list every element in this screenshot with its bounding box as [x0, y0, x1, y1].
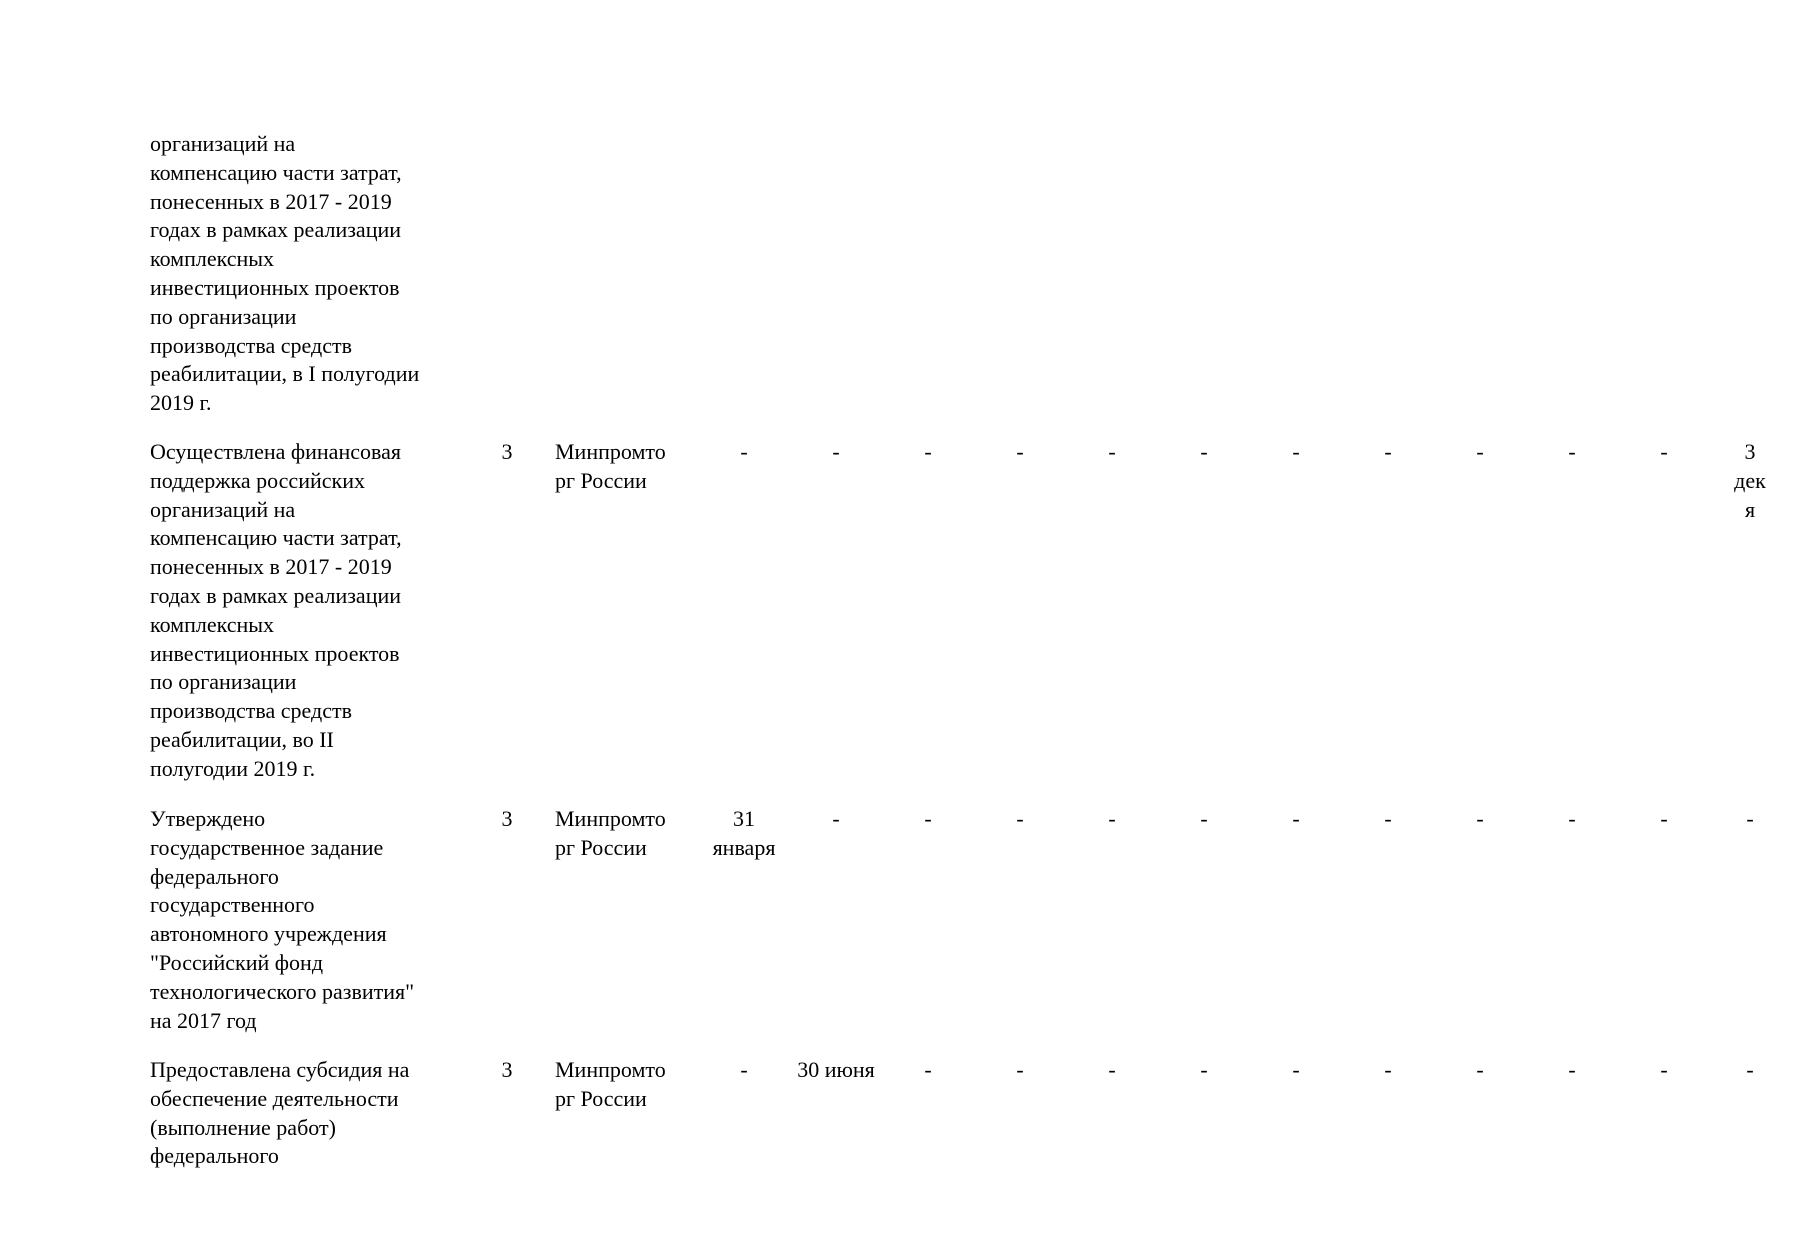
row-1-month-12 [1705, 438, 1795, 524]
row-2-month-12: - [1746, 806, 1754, 831]
row-3-responsible [555, 1056, 666, 1114]
row-3-month-10: - [1568, 1057, 1576, 1082]
responsible-line: рг России [555, 834, 647, 860]
row-1-description [150, 438, 470, 784]
row-0-description [150, 130, 470, 418]
row-1-responsible [555, 438, 666, 496]
last-month-line: дек [1734, 467, 1766, 493]
row-1-month-10: - [1568, 439, 1576, 464]
description-line: понесенных в 2017 - 2019 [150, 554, 392, 580]
row-3-month-5: - [1108, 1057, 1116, 1082]
row-3-month-12: - [1746, 1057, 1754, 1082]
row-3-month-4: - [1016, 1057, 1024, 1082]
description-line: автономного учреждения [150, 921, 387, 947]
row-2-month-10: - [1568, 806, 1576, 831]
description-line: федерального [150, 1143, 279, 1169]
description-line: комплексных [150, 246, 275, 272]
row-1-month-4: - [1016, 439, 1024, 464]
row-2-month-9: - [1476, 806, 1484, 831]
description-line: (выполнение работ) [150, 1114, 336, 1140]
last-month-line: 3 [1744, 439, 1756, 464]
row-2-month-7: - [1292, 806, 1300, 831]
description-line: Утверждено [150, 806, 266, 831]
description-line: на 2017 год [150, 1007, 257, 1033]
description-line: компенсацию части затрат, [150, 525, 402, 551]
description-line: комплексных [150, 611, 275, 637]
row-1-month-7: - [1292, 439, 1300, 464]
row-2-description [150, 805, 470, 1035]
description-line: полугодии 2019 г. [150, 755, 316, 781]
description-line: организаций на [150, 496, 296, 522]
row-3-month-1: - [740, 1057, 748, 1082]
description-line: компенсацию части затрат, [150, 159, 402, 185]
row-1-month-11: - [1660, 439, 1668, 464]
row-3-month-9: - [1476, 1057, 1484, 1082]
description-line: "Российский фонд [150, 949, 324, 975]
row-1-month-5: - [1108, 439, 1116, 464]
description-line: реабилитации, во II [150, 726, 334, 752]
description-line: по организации [150, 669, 297, 695]
row-1-month-2: - [832, 439, 840, 464]
description-line: поддержка российских [150, 467, 365, 493]
row-3-month-11: - [1660, 1057, 1668, 1082]
description-line: 2019 г. [150, 390, 212, 416]
row-2-responsible [555, 805, 666, 863]
responsible-line: Минпромто [555, 806, 666, 831]
description-line: производства средств [150, 332, 352, 358]
description-line: Предоставлена субсидия на [150, 1057, 410, 1082]
row-1-month-9: - [1476, 439, 1484, 464]
row-2-number: 3 [501, 806, 513, 831]
description-line: инвестиционных проектов [150, 274, 400, 300]
description-line: государственное задание [150, 834, 384, 860]
description-line: годах в рамках реализации [150, 582, 402, 608]
last-month-line: я [1744, 496, 1756, 522]
row-2-month-11: - [1660, 806, 1668, 831]
responsible-line: рг России [555, 1085, 647, 1111]
row-1-number: 3 [501, 439, 513, 464]
row-2-month-2: - [832, 806, 840, 831]
description-line: понесенных в 2017 - 2019 [150, 188, 392, 214]
description-line: государственного [150, 892, 315, 918]
description-line: по организации [150, 303, 297, 329]
description-line: обеспечение деятельности [150, 1085, 399, 1111]
row-2-month-5: - [1108, 806, 1116, 831]
responsible-line: Минпромто [555, 1057, 666, 1082]
row-3-month-3: - [924, 1057, 932, 1082]
description-line: Осуществлена финансовая [150, 439, 401, 464]
responsible-line: Минпромто [555, 439, 666, 464]
row-2-month-6: - [1200, 806, 1208, 831]
row-2-month-4: - [1016, 806, 1024, 831]
row-1-month-8: - [1384, 439, 1392, 464]
row-1-month-1: - [740, 439, 748, 464]
description-line: годах в рамках реализации [150, 217, 402, 243]
row-3-month-6: - [1200, 1057, 1208, 1082]
row-2-month-3: - [924, 806, 932, 831]
description-line: федерального [150, 863, 279, 889]
row-3-month-7: - [1292, 1057, 1300, 1082]
description-line: технологического развития" [150, 978, 415, 1004]
description-line: производства средств [150, 698, 352, 724]
description-line: организаций на [150, 131, 296, 156]
description-line: реабилитации, в I полугодии [150, 361, 420, 387]
responsible-line: рг России [555, 467, 647, 493]
row-2-month-1: 31 января [712, 806, 776, 860]
row-3-month-2: 30 июня [797, 1057, 875, 1082]
description-line: инвестиционных проектов [150, 640, 400, 666]
row-3-month-8: - [1384, 1057, 1392, 1082]
row-1-month-3: - [924, 439, 932, 464]
row-2-month-8: - [1384, 806, 1392, 831]
row-3-description [150, 1056, 470, 1171]
row-3-number: 3 [501, 1057, 513, 1082]
row-1-month-6: - [1200, 439, 1208, 464]
